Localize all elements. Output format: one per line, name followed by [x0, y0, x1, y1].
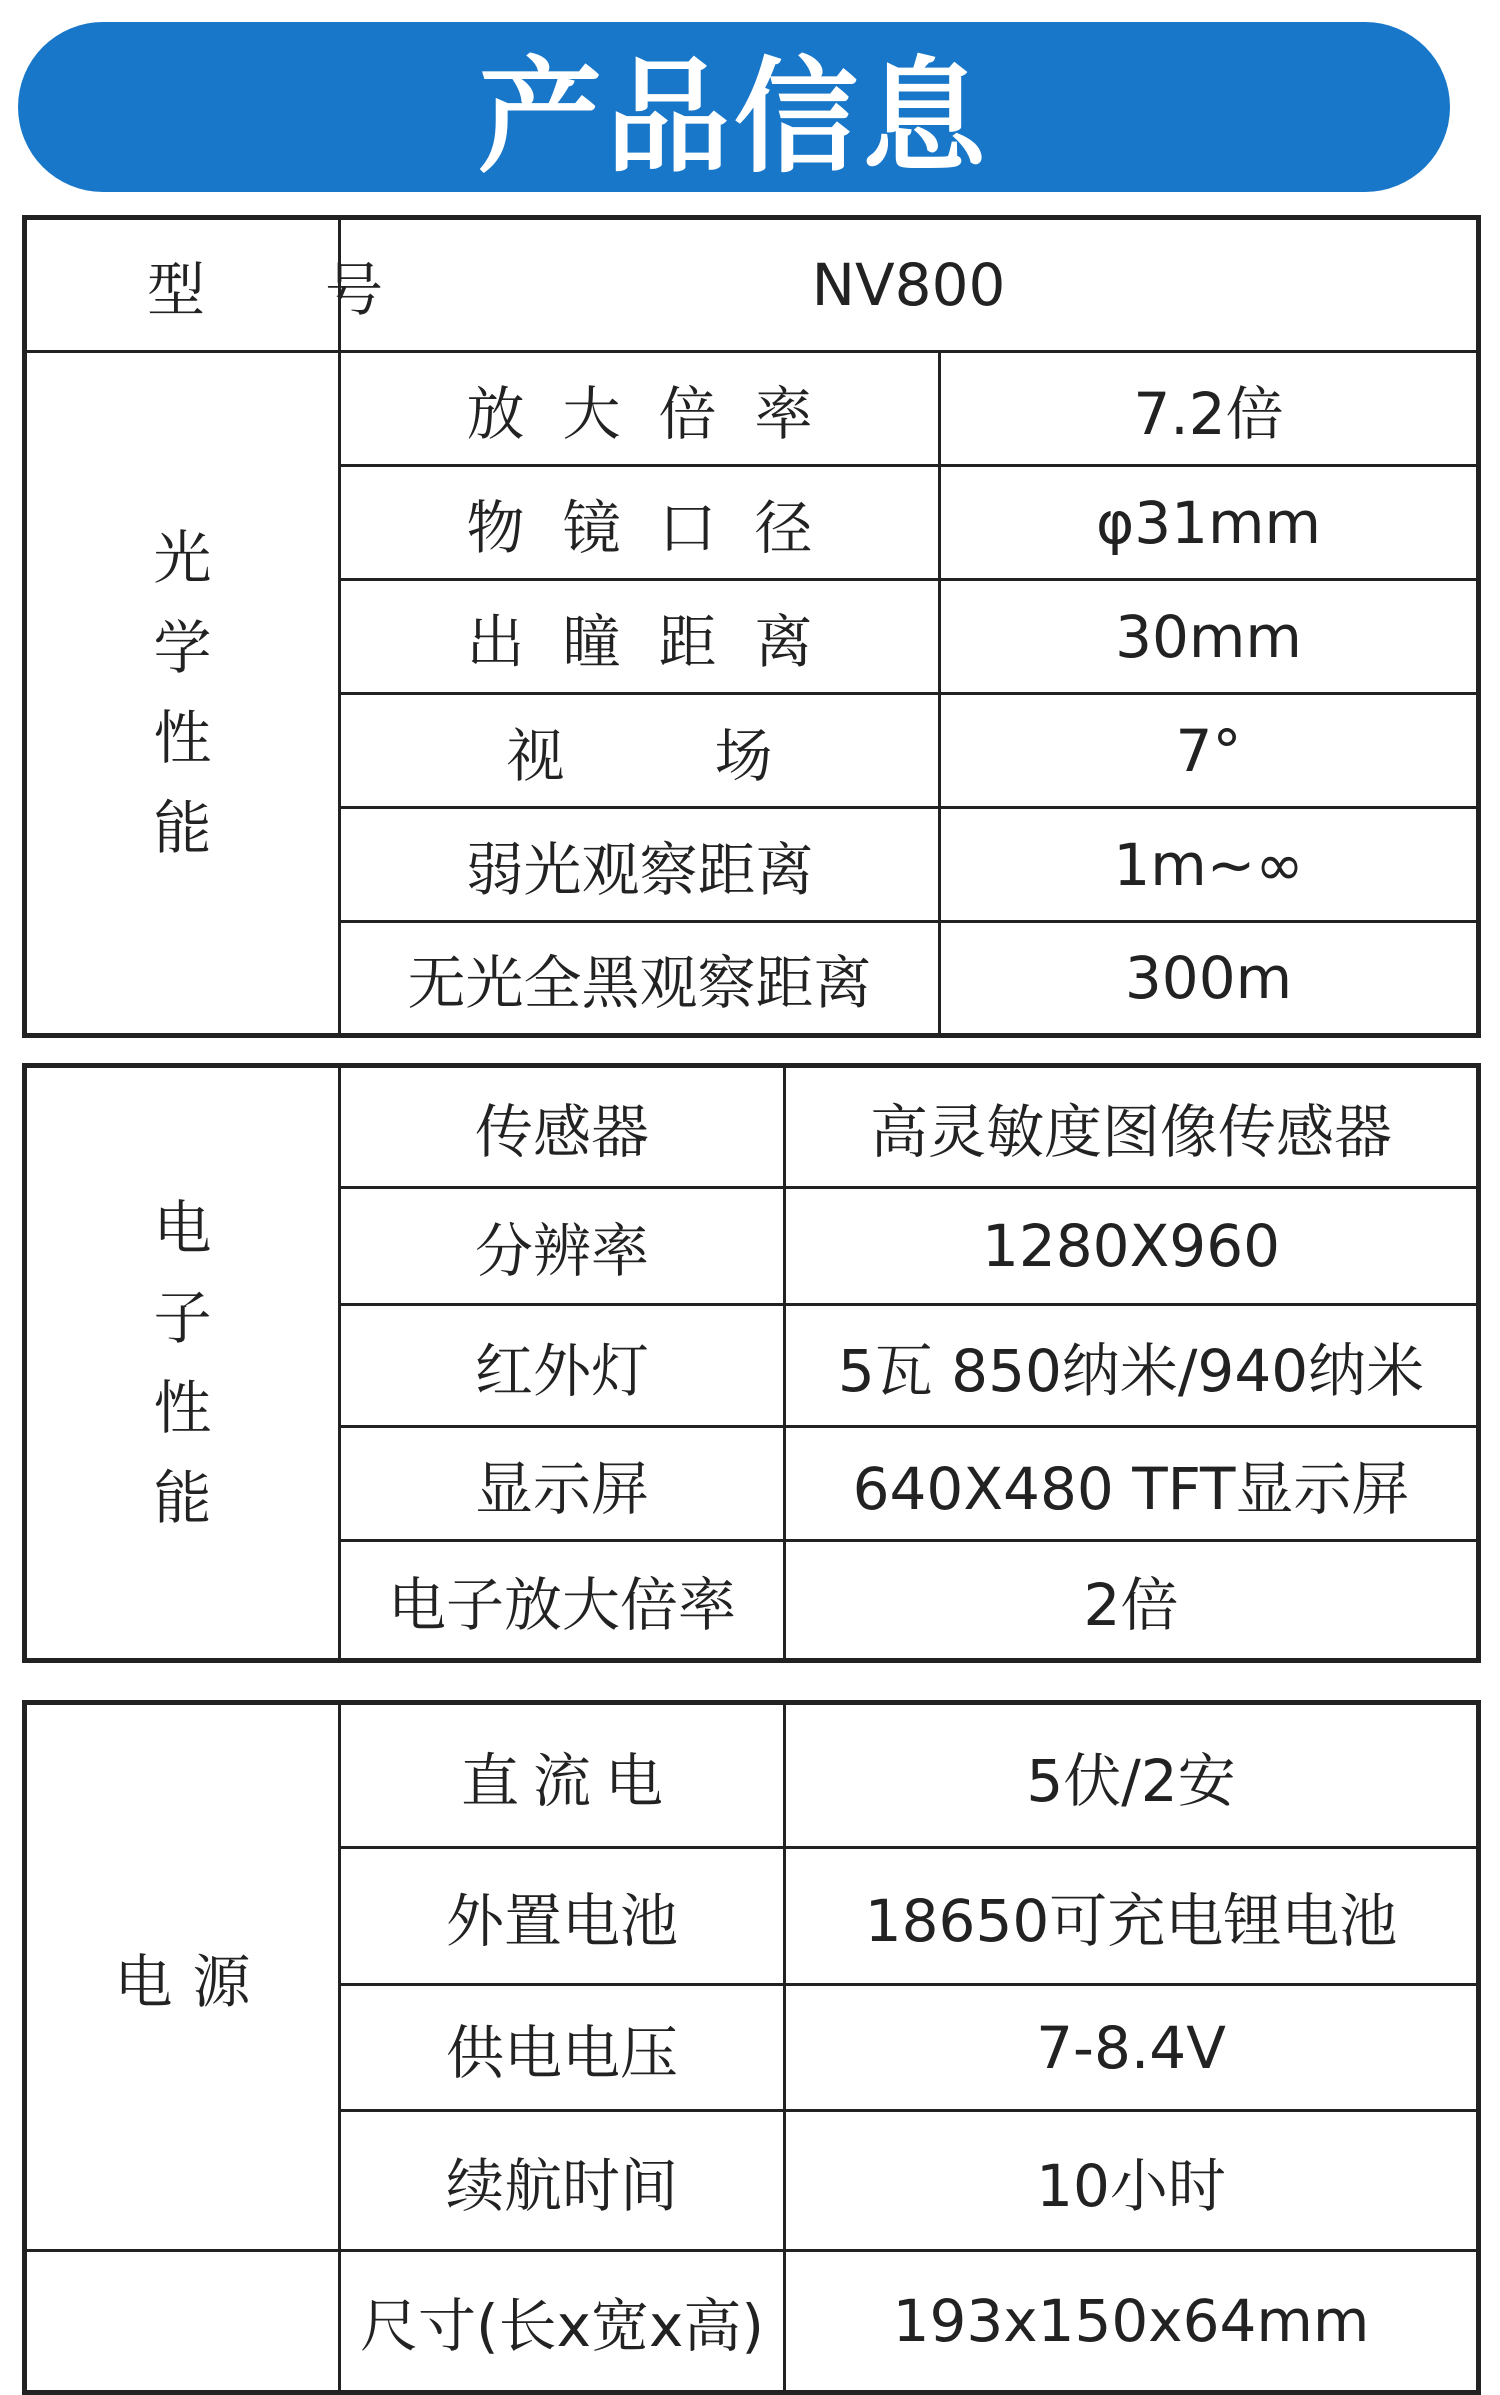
field-value: 7.2倍 [940, 352, 1479, 466]
field-value: φ31mm [940, 466, 1479, 580]
field-value: 1m~∞ [940, 808, 1479, 922]
table-row [25, 352, 1479, 466]
field-label: 续航时间 [340, 2111, 785, 2251]
field-label: 无光全黑观察距离 [340, 922, 940, 1036]
field-value: 10小时 [785, 2111, 1479, 2251]
table-row [25, 1703, 1479, 1848]
field-value: 640X480 TFT显示屏 [785, 1427, 1479, 1541]
power-spec-table [22, 1700, 1481, 2395]
header-banner [18, 22, 1450, 192]
field-label: 出瞳距离 [340, 580, 940, 694]
optical-category: 光 学 性 能 [25, 352, 340, 1036]
field-value: 7-8.4V [785, 1985, 1479, 2111]
field-label: 供电电压 [340, 1985, 785, 2111]
table-row [25, 218, 1479, 352]
field-value: 193x150x64mm [785, 2251, 1479, 2393]
field-label: 弱光观察距离 [340, 808, 940, 922]
field-value: 300m [940, 922, 1479, 1036]
field-value: 7° [940, 694, 1479, 808]
field-label: 视场 [340, 694, 940, 808]
field-label: 电子放大倍率 [340, 1540, 785, 1660]
model-value: NV800 [340, 218, 1479, 352]
optical-spec-table [22, 215, 1481, 1038]
page-title: 产品信息 [477, 46, 990, 190]
power-category: 电源 [25, 1703, 340, 2251]
field-label: 传感器 [340, 1066, 785, 1188]
field-value: 高灵敏度图像传感器 [785, 1066, 1479, 1188]
field-label: 分辨率 [340, 1188, 785, 1305]
field-label: 显示屏 [340, 1427, 785, 1541]
model-label: 型号 [25, 218, 340, 352]
power-extra-category [25, 2251, 340, 2393]
field-label: 外置电池 [340, 1848, 785, 1985]
field-label: 物镜口径 [340, 466, 940, 580]
field-value: 2倍 [785, 1540, 1479, 1660]
field-value: 5瓦 850纳米/940纳米 [785, 1305, 1479, 1427]
electronic-spec-table [22, 1063, 1481, 1663]
field-value: 1280X960 [785, 1188, 1479, 1305]
field-label: 尺寸(长x宽x高) [340, 2251, 785, 2393]
field-value: 30mm [940, 580, 1479, 694]
field-label: 放大倍率 [340, 352, 940, 466]
field-label: 直流电 [340, 1703, 785, 1848]
electronic-category: 电 子 性 能 [25, 1066, 340, 1661]
field-label: 红外灯 [340, 1305, 785, 1427]
field-value: 5伏/2安 [785, 1703, 1479, 1848]
table-row [25, 1066, 1479, 1188]
field-value: 18650可充电锂电池 [785, 1848, 1479, 1985]
table-row [25, 2251, 1479, 2393]
